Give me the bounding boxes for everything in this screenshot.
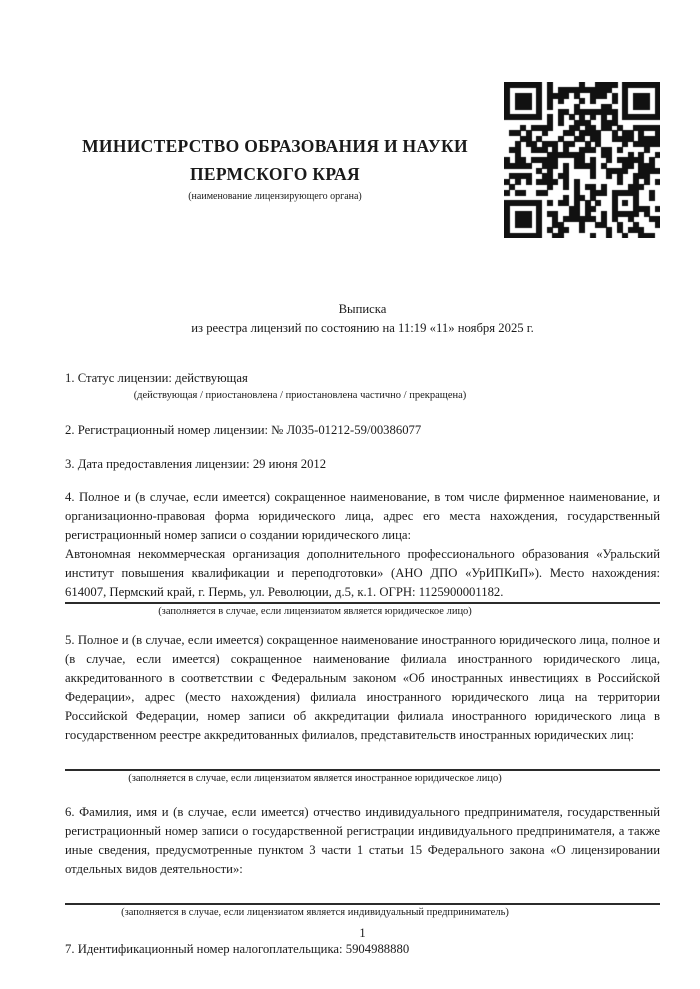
item-4-legal-entity-label: 4. Полное и (в случае, если имеется) сокращенное наименование, в том числе фирменное наименование, и организационно-правовая форма юридического лица, адрес его места нахождения, государственный регистрационный номер записи о создании юридического лица: — [65, 490, 660, 542]
page-number: 1 — [359, 926, 366, 940]
item-3-license-date: 3. Дата предоставления лицензии: 29 июня 2012 — [65, 457, 327, 471]
item-6-entrepreneur-label: 6. Фамилия, имя и (в случае, если имеется) отчество индивидуального предпринимателя, государственный регистрационный номер записи о государственной регистрации индивидуального предпринимателя, а также иные сведения, предусмотренные пунктом 3 части 1 статьи 15 Федерального закона «О лицензировании отдельных видов деятельности»: — [65, 805, 660, 876]
item-1-caption: (действующая / приостановлена / приостановлена частично / прекращена) — [133, 390, 467, 401]
document-title-line2: из реестра лицензий по состоянию на 11:19 «11» ноября 2025 г. — [191, 321, 534, 335]
ministry-name — [65, 132, 485, 188]
item-7-taxpayer-number: 7. Идентификационный номер налогоплательщика: 5904988880 — [65, 942, 410, 956]
document-title — [65, 300, 660, 338]
ministry-name-line1: МИНИСТЕРСТВО ОБРАЗОВАНИЯ И НАУКИ — [82, 136, 468, 156]
ministry-name-line2: ПЕРМСКОГО КРАЯ — [190, 164, 360, 184]
item-5-foreign-entity-label: 5. Полное и (в случае, если имеется) сокращенное наименование иностранного юридического лица, полное и (в случае, если имеется) сокращенное наименование филиала иностранного юридического лица, аккредитованного в соответствии с Федеральным законом «Об иностранных инвестициях в Российской Федерации», адрес (место нахождения) филиала иностранного юридического лица на территории Российской Федерации, номер записи об аккредитации филиала иностранного юридического лица в государственном реестре аккредитованных филиалов, представительств иностранных юридических лиц: — [65, 633, 660, 742]
item-4-caption: (заполняется в случае, если лицензиатом является юридическое лицо) — [158, 606, 472, 617]
item-6-caption: (заполняется в случае, если лицензиатом является индивидуальный предприниматель) — [121, 907, 509, 918]
document-title-line1: Выписка — [338, 302, 387, 316]
ministry-caption: (наименование лицензирующего органа) — [188, 191, 362, 202]
item-1-license-status: 1. Статус лицензии: действующая — [65, 371, 248, 385]
item-5-caption: (заполняется в случае, если лицензиатом является иностранное юридическое лицо) — [128, 773, 502, 784]
qr-code — [504, 82, 660, 238]
item-2-registration-number: 2. Регистрационный номер лицензии: № Л035-01212-59/00386077 — [65, 423, 422, 437]
ministry-header — [65, 0, 485, 204]
item-4-legal-entity-value: Автономная некоммерческая организация дополнительного профессионального образования «Уральский институт повышения квалификации и переподготовки» (АНО ДПО «УрИПКиП»). Место нахождения: 614007, Пермский край, г. Пермь, ул. Революции, д.5, к.1. ОГРН: 1125900001182. — [65, 547, 660, 599]
